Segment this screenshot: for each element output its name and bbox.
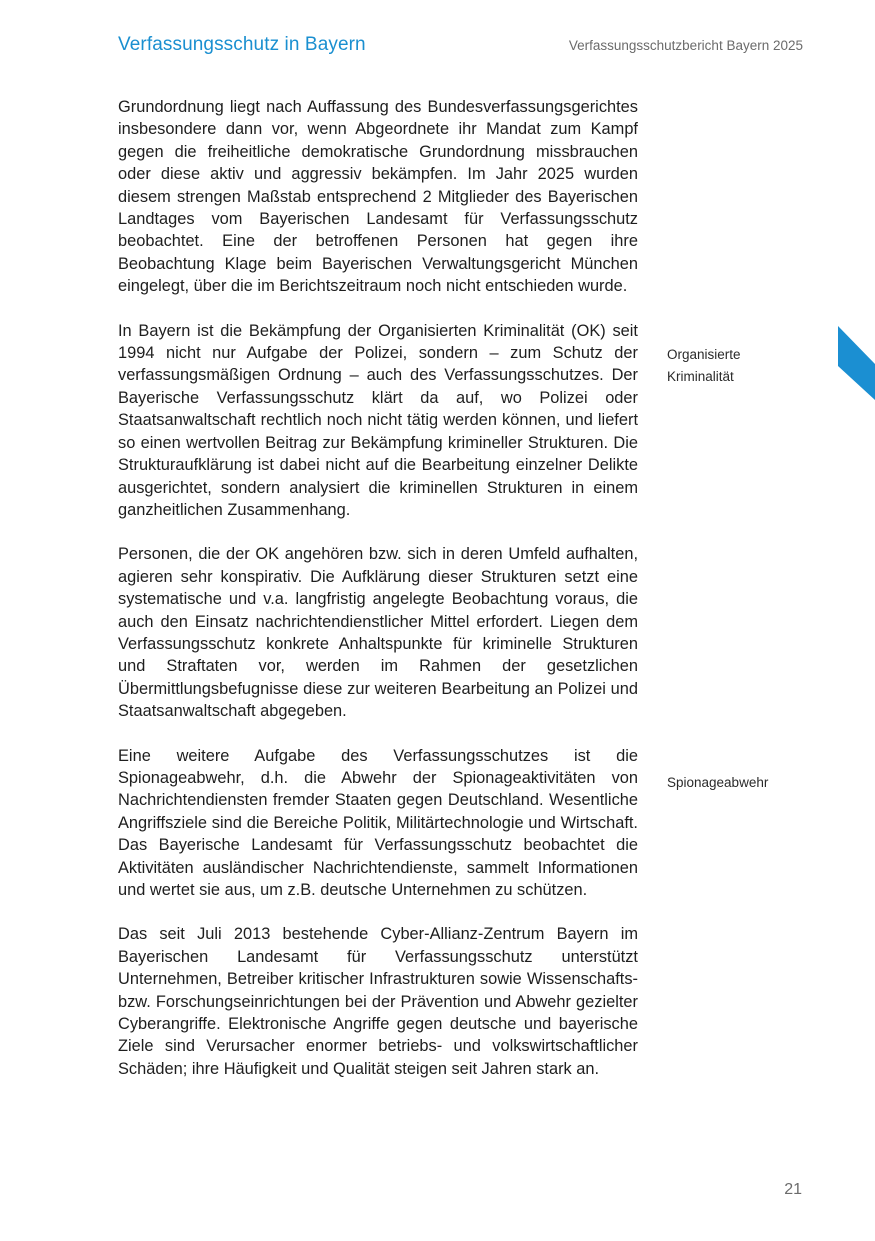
margin-note-espionage: Spionageabwehr	[667, 775, 769, 790]
page-number: 21	[784, 1181, 802, 1198]
section-title: Verfassungsschutz in Bayern	[118, 34, 366, 55]
paragraph-espionage: Eine weitere Aufgabe des Verfassungsschutzes ist die Spionageabwehr, d.h. die Abwehr der Spionageaktivitäten von Nachrichtendiensten fremder Staaten gegen Deutschland. Wesentliche Angriffsziele sind die Bereiche Politik, Militärtechnologie und Wirtschaft. Das Bayerische Landesamt für Verfassungsschutz beobachtet die Aktivitäten ausländischer Nachrichtendienste, sammelt Informationen und wertet sie aus, um z.B. deutsche Unternehmen zu schützen.	[118, 746, 638, 899]
paragraph-organized-crime: In Bayern ist die Bekämpfung der Organisierten Kriminalität (OK) seit 1994 nicht nur Aufgabe der Polizei, sondern – zum Schutz der verfassungsmäßigen Ordnung – auch des Verfassungsschutzes. Der Bayerische Verfassungsschutz klärt da auf, wo Polizei oder Staatsanwaltschaft rechtlich noch nicht tätig werden können, und liefert so einen wertvollen Beitrag zur Bekämpfung krimineller Strukturen. Die Strukturaufklärung ist dabei nicht auf die Bearbeitung einzelner Delikte ausgerichtet, sondern analysiert die kriminellen Strukturen in einem ganzheitlichen Zusammenhang.	[118, 321, 638, 519]
main-text	[118, 96, 638, 1102]
margin-note-line: Organisierte	[667, 347, 741, 362]
margin-note-organized-crime	[667, 344, 817, 388]
paragraph-mandate: Grundordnung liegt nach Auffassung des Bundesverfassungsgerichtes insbesondere dann vor, wenn Abgeordnete ihr Mandat zum Kampf gegen die freiheitliche demokratische Grundordnung missbrauchen oder diese aktiv und aggressiv bekämpfen. Im Jahr 2025 wurden diesem strengen Maßstab entsprechend 2 Mitglieder des Bayerischen Landtages vom Bayerischen Landesamt für Verfassungsschutz beobachtet. Eine der betroffenen Personen hat gegen ihre Beobachtung Klage beim Bayerischen Verwaltungsgericht München eingelegt, über die im Berichtszeitraum noch nicht entschieden wurde.	[118, 98, 638, 296]
paragraph-conspiracy: Personen, die der OK angehören bzw. sich in deren Umfeld aufhalten, agieren sehr konspirativ. Die Aufklärung dieser Strukturen setzt eine systematische und v.a. langfristig angelegte Beobachtung voraus, die auch den Einsatz nachrichtendienstlicher Mittel erfordert. Liegen dem Verfassungsschutz konkrete Anhaltspunkte für kriminelle Strukturen und Straftaten vor, werden im Rahmen der gesetzlichen Übermittlungsbefugnisse diese zur weiteren Bearbeitung an Polizei und Staatsanwaltschaft abgegeben.	[118, 545, 638, 721]
report-title: Verfassungsschutzbericht Bayern 2025	[568, 38, 803, 53]
chapter-tab-marker	[838, 326, 875, 400]
margin-note-line: Kriminalität	[667, 369, 734, 384]
paragraph-cyber: Das seit Juli 2013 bestehende Cyber-Allianz-Zentrum Bayern im Bayerischen Landesamt für Verfassungsschutz unterstützt Unternehmen, Betreiber kritischer Infrastrukturen sowie Wissenschafts- bzw. Forschungseinrichtungen bei der Prävention und Abwehr gezielter Cyberangriffe. Elektronische Angriffe gegen deutsche und bayerische Ziele sind Verursacher enormer betriebs- und volkswirtschaftlicher Schäden; ihre Häufigkeit und Qualität steigen seit Jahren stark an.	[118, 925, 638, 1078]
